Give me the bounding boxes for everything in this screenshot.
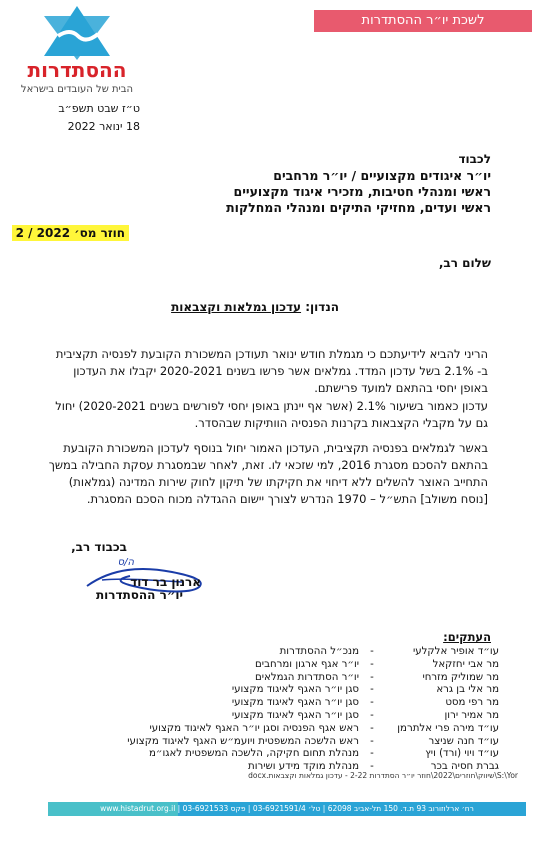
signature-closing: בכבוד רב, — [71, 540, 127, 554]
subject-line — [171, 300, 339, 314]
cc-role: סגן יו״ר האגף לאיגוד מקצועי — [231, 710, 359, 721]
cc-role: מנהלת תחום חקיקה, הלשכה המשפטית לאגו״מ — [148, 748, 359, 760]
cc-name: עו״ד ויוי (ורד) ויץ — [425, 748, 499, 760]
recipient-line: יו״ר איגודים מקצועיים / יו״ר מרחבים — [273, 168, 491, 183]
subject-text: עדכון גמלאות וקצבאות — [171, 300, 302, 314]
recipient-line: ראשי ועדים, מחזיקי התיקים ומנהלי המחלקות — [226, 200, 491, 215]
cc-role: סגן יו״ר האגף לאיגוד מקצועי — [231, 697, 359, 709]
cc-separator: - — [370, 684, 374, 696]
cc-role: יו״ר אגף ארגון ומרחבים — [255, 658, 359, 670]
cc-separator: - — [370, 710, 374, 721]
cc-name: עו״ד מירה פרי אלתרמן — [397, 722, 499, 734]
office-banner: לשכת יו״ר ההסתדרות — [314, 10, 532, 32]
cc-separator: - — [370, 735, 374, 747]
cc-name: גברת חסיה בכר — [430, 761, 499, 773]
cc-role: מנהלת מוקד מידע ושירות — [248, 761, 359, 773]
cc-name: מר רפי מסט — [445, 697, 499, 709]
cc-name: מר אמיר ירון — [444, 710, 499, 721]
cc-name: עו״ד אופיר אלקלעי — [412, 646, 499, 657]
cc-item — [39, 645, 499, 658]
cc-separator: - — [370, 761, 374, 773]
cc-item — [39, 709, 499, 722]
gregorian-date: 18 ינואר 2022 — [67, 120, 140, 133]
cc-item — [39, 671, 499, 684]
hebrew-date: ט״ז שבט תשפ״ב — [58, 102, 140, 115]
subject-prefix: הנדון: — [301, 300, 339, 314]
cc-role: יו״ר הסתדרות הגמלאים — [254, 671, 359, 683]
cc-item — [39, 735, 499, 748]
body-paragraph: עדכון כאמור בשיעור 2.1% (אשר אף יינתן באופן יחסי לפורשים בשנים 2020-2021) יחול גם על מקבלי הקצבאות בקרנות הפנסיה הוותיקות שבהסדר. — [55, 399, 488, 430]
cc-name: עו״ד חנה שניצר — [428, 735, 499, 747]
cc-separator: - — [370, 671, 374, 683]
recipient-line: ראשי ומנהלי חטיבות, מזכירי איגוד מקצועיים — [233, 184, 491, 199]
cc-name: מר אבי יחזקאל — [432, 658, 499, 670]
logo-title: ההסתדרות — [27, 58, 127, 82]
cc-item — [39, 696, 499, 709]
cc-item — [39, 683, 499, 696]
file-path: S:\Yor\שיווק\חוזרים\2022\חוזר יו״ר הסתדרות 2-22 - עדכון גמלאות וקצבאות.docx — [248, 771, 518, 780]
body-paragraph: באשר לגמלאים בפנסיה תקציבית, העדכון האמור יחול בנוסף לעדכון המשכורת הקובעת בהתאם להסכם מסגרת 2016, למי שזכאי לו. זאת, לאחר שבמסגרת עסקת החבילה במשך התחייב האוצר להשלים ללא דיחוי את חקיקתו של תיקון לחוק שירות המדינה (גמלאות)[נוסח משולב] התש״ל – 1970 הנדרש לצורך יישום ההגדלה מכוח הסכם המסגרת. — [48, 441, 488, 506]
cc-separator: - — [370, 722, 374, 734]
cc-separator: - — [370, 646, 374, 657]
cc-separator: - — [370, 748, 374, 760]
cc-item — [39, 658, 499, 671]
cc-role: ראש אגף הפנסיה וסגן יו״ר האגף לאיגוד מקצועי — [149, 722, 359, 734]
cc-separator: - — [370, 658, 374, 670]
signature-initials: ה/ס — [117, 557, 134, 568]
logo-star-icon — [18, 2, 136, 62]
cc-item — [39, 722, 499, 735]
cc-label: העתקים: — [443, 630, 491, 644]
cc-name: מר שמוליק מזרחי — [422, 671, 499, 683]
body-paragraph: הריני להביא לידיעתכם כי מגמלת חודש ינואר תעודכן המשכורת הקובעת לפנסיה תקציבית ב- 2.1% בשל עדכון המדד. גמלאים אשר פרשו בשנים 2020-2021 יקבלו את העדכון באופן יחסי בהתאם למועד פרישתם. — [55, 347, 488, 395]
greeting: שלום רב, — [438, 256, 491, 270]
signature-title: יו״ר ההסתדרות — [95, 588, 183, 602]
cc-item — [39, 747, 499, 760]
cc-role: ראש הלשכה המשפטית ויועמ״ש האגף לאיגוד מקצועי — [127, 735, 359, 747]
circular-number: חוזר מס׳ 2022 / 2 — [12, 225, 129, 241]
signature-name: ארנון בר דוד — [130, 575, 201, 589]
cc-separator: - — [370, 697, 374, 709]
logo-subtitle: הבית של העובדים בישראל — [20, 84, 134, 95]
footer-contact: רח׳ ארלוזורוב 93 ת.ד. 150 תל-אביב 62098 | טל׳ 03-6921591/4 | פקס 03-6921533 | www.histadrut.org.il — [100, 804, 474, 813]
cc-name: מר אלי בן גרא — [436, 684, 499, 696]
cc-role: סגן יו״ר האגף לאיגוד מקצועי — [231, 684, 359, 696]
recipients-label: לכבוד — [458, 152, 491, 166]
cc-role: מנכ״ל ההסתדרות — [279, 646, 359, 657]
